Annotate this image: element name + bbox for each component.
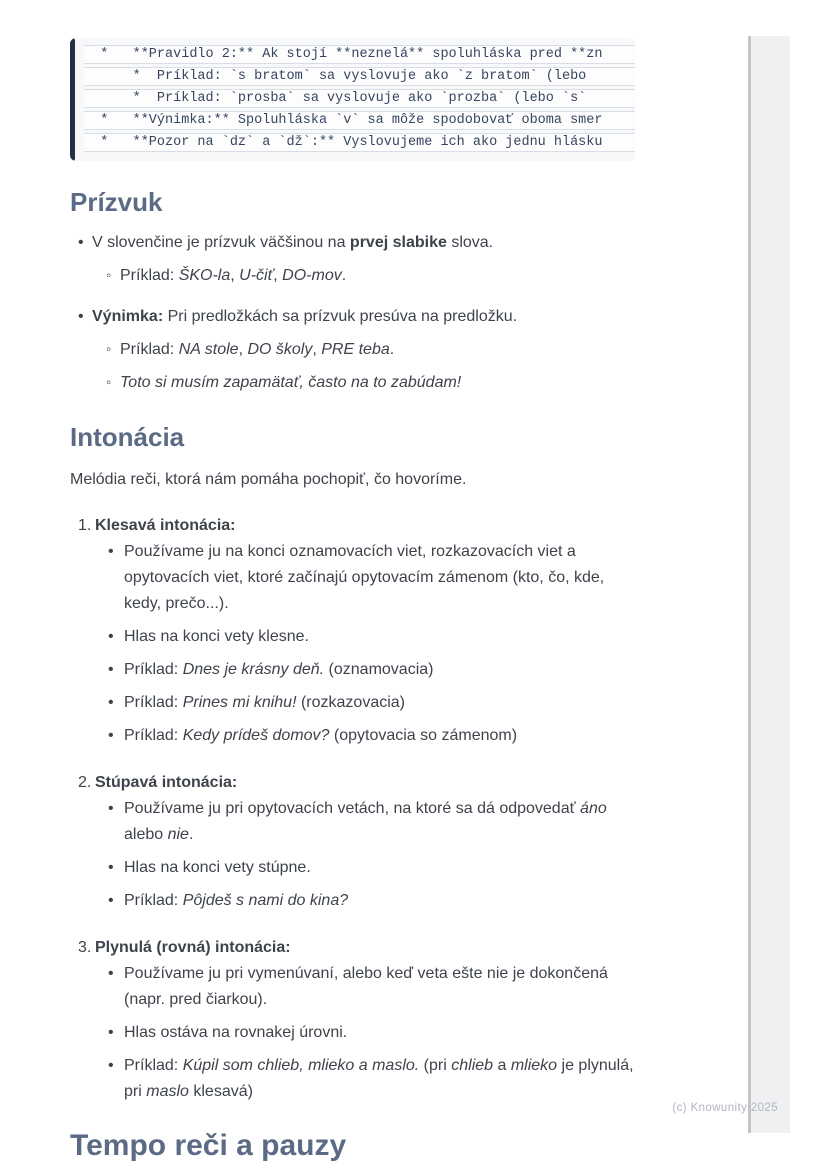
bullet-icon: • <box>108 694 114 711</box>
numbered-item-body <box>95 513 643 756</box>
code-line: * Príklad: `prosba` sa vyslovuje ako `prozba` (lebo `s` <box>84 89 635 108</box>
nested-bullet-item <box>95 690 643 716</box>
numbered-item-body <box>95 770 643 921</box>
text-run: Kedy prídeš domov? <box>182 727 330 744</box>
numbered-item-title: Plynulá (rovná) intonácia: <box>95 939 291 956</box>
numbered-item-body <box>95 935 643 1112</box>
circle-bullet-icon: ◦ <box>106 341 112 358</box>
text-run: Pri predložkách sa prízvuk presúva na predložku. <box>163 308 518 325</box>
code-line: * Príklad: `s bratom` sa vyslovuje ako `z bratom` (lebo <box>84 67 635 86</box>
bullet-icon: • <box>108 543 114 560</box>
nested-bullet-item <box>95 855 643 881</box>
intonacia-intro: Melódia reči, ktorá nám pomáha pochopiť, čo hovoríme. <box>70 471 467 488</box>
text-run: a <box>493 1057 511 1074</box>
code-block-left-bar <box>70 38 75 161</box>
text-run: (opytovacia so zámenom) <box>329 727 518 744</box>
text-run: Používame ju na konci oznamovacích viet, rozkazovacích viet a opytovacích viet, ktoré začínajú opytovacím zámenom (kto, čo, kde, kedy, prečo...). <box>124 543 605 612</box>
text-run: prvej slabike <box>349 234 447 251</box>
text-run: áno <box>580 800 607 817</box>
bullet-icon: • <box>108 892 114 909</box>
numbered-item-title: Stúpavá intonácia: <box>95 774 238 791</box>
nested-bullet-text <box>124 855 643 881</box>
bullet-icon: • <box>108 965 114 982</box>
section-heading-prizvuk: Prízvuk <box>70 187 163 217</box>
code-line: * **Výnimka:** Spoluhláska `v` sa môže spodobovať oboma smer <box>84 111 635 130</box>
bullet-icon: • <box>108 800 114 817</box>
nested-bullet-item <box>95 1020 643 1046</box>
nested-bullet-text <box>124 1020 643 1046</box>
text-run: DO školy <box>247 341 313 358</box>
text-run: nie <box>167 826 189 843</box>
text-run: , <box>312 341 322 358</box>
bullet-icon: • <box>78 308 84 325</box>
text-run: (rozkazovacia) <box>296 694 405 711</box>
list-item <box>70 230 643 256</box>
intonacia-numbered-list <box>70 513 643 1112</box>
text-run: Používame ju pri vymenúvaní, alebo keď veta ešte nie je dokončená (napr. pred čiarkou). <box>124 965 608 1008</box>
nested-bullet-text <box>124 723 643 749</box>
list-item-text <box>92 304 643 330</box>
sub-list-item-text <box>120 370 643 396</box>
bullet-icon: • <box>108 1024 114 1041</box>
prizvuk-list <box>70 230 643 396</box>
text-run: Hlas na konci vety stúpne. <box>124 859 311 876</box>
text-run: klesavá) <box>188 1083 253 1100</box>
sub-list-item <box>92 337 643 363</box>
text-run: maslo <box>146 1083 189 1100</box>
numbered-item <box>70 513 643 756</box>
nested-bullet-item <box>95 888 643 914</box>
bullet-icon: • <box>108 859 114 876</box>
sub-list-item <box>92 370 643 396</box>
text-run: Príklad: <box>124 661 183 678</box>
list-item <box>70 304 643 330</box>
text-run: Príklad: <box>124 694 183 711</box>
bullet-icon: • <box>108 727 114 744</box>
text-run: , <box>238 341 248 358</box>
text-run: . <box>389 341 395 358</box>
nested-bullet-item <box>95 539 643 617</box>
section-heading-tempo: Tempo reči a pauzy <box>70 1129 347 1162</box>
text-run: . <box>188 826 194 843</box>
nested-bullet-item <box>95 796 643 848</box>
text-run: Príklad: <box>120 267 179 284</box>
text-run: (pri <box>419 1057 452 1074</box>
nested-bullet-text <box>124 539 643 617</box>
nested-bullet-item <box>95 723 643 749</box>
text-run: (oznamovacia) <box>324 661 434 678</box>
numbered-item-title: Klesavá intonácia: <box>95 517 236 534</box>
text-run: Prines mi knihu! <box>182 694 297 711</box>
item-number: 1. <box>78 517 92 534</box>
text-run: NA stole <box>178 341 239 358</box>
code-lines <box>84 45 635 152</box>
text-run: Príklad: <box>120 341 179 358</box>
sub-list-item-text <box>120 263 643 289</box>
list-item-text <box>92 230 643 256</box>
text-run: Toto si musím zapamätať, často na to zabúdam! <box>120 374 462 391</box>
section-heading-intonacia: Intonácia <box>70 422 185 452</box>
item-number: 3. <box>78 939 92 956</box>
numbered-item <box>70 935 643 1112</box>
code-line: * **Pravidlo 2:** Ak stojí **neznelá** spoluhláska pred **zn <box>84 45 635 64</box>
text-run: Dnes je krásny deň. <box>182 661 325 678</box>
text-run: U-čiť <box>239 267 274 284</box>
nested-bullet-text <box>124 796 643 848</box>
nested-bullet-text <box>124 1053 643 1105</box>
text-run: mlieko <box>510 1057 558 1074</box>
text-run: V slovenčine je prízvuk väčšinou na <box>92 234 350 251</box>
text-run: Príklad: <box>124 892 183 909</box>
text-run: DO-mov <box>282 267 342 284</box>
text-run: . <box>341 267 347 284</box>
sub-list-item <box>92 263 643 289</box>
text-run: Hlas na konci vety klesne. <box>124 628 309 645</box>
code-line: * **Pozor na `dz` a `dž`:** Vyslovujeme ich ako jednu hlásku <box>84 133 635 152</box>
sub-list-item-text <box>120 337 643 363</box>
text-run: Príklad: <box>124 1057 183 1074</box>
nested-bullet-text <box>124 961 643 1013</box>
text-run: chlieb <box>451 1057 494 1074</box>
list-item-group <box>70 230 643 289</box>
markdown-code-block <box>70 38 635 161</box>
nested-bullet-text <box>124 624 643 650</box>
bullet-icon: • <box>78 234 84 251</box>
nested-bullet-text <box>124 888 643 914</box>
circle-bullet-icon: ◦ <box>106 374 112 391</box>
list-item-group <box>70 304 643 396</box>
text-run: slova. <box>446 234 494 251</box>
text-run: , <box>273 267 283 284</box>
text-run: alebo <box>124 826 168 843</box>
text-run: PRE teba <box>321 341 390 358</box>
text-run: , <box>230 267 240 284</box>
sublist <box>92 337 643 396</box>
item-number: 2. <box>78 774 92 791</box>
circle-bullet-icon: ◦ <box>106 267 112 284</box>
text-run: Používame ju pri opytovacích vetách, na ktoré sa dá odpovedať <box>124 800 581 817</box>
text-run: je plynulá, pri <box>124 1057 634 1100</box>
text-run: Kúpil som chlieb, mlieko a maslo. <box>182 1057 420 1074</box>
nested-bullet-item <box>95 1053 643 1105</box>
numbered-item <box>70 770 643 921</box>
bullet-icon: • <box>108 628 114 645</box>
next-page-edge-strip[interactable] <box>748 36 790 1133</box>
nested-bullet-item <box>95 624 643 650</box>
sublist <box>92 263 643 289</box>
nested-bullet-text <box>124 690 643 716</box>
text-run: Hlas ostáva na rovnakej úrovni. <box>124 1024 348 1041</box>
nested-bullet-item <box>95 657 643 683</box>
watermark: (c) Knowunity 2025 <box>672 1102 778 1114</box>
text-run: Pôjdeš s nami do kina? <box>182 892 349 909</box>
text-run: Výnimka: <box>92 308 164 325</box>
nested-bullet-item <box>95 961 643 1013</box>
text-run: ŠKO-la <box>178 267 231 284</box>
nested-bullet-text <box>124 657 643 683</box>
bullet-icon: • <box>108 1057 114 1074</box>
bullet-icon: • <box>108 661 114 678</box>
text-run: Príklad: <box>124 727 183 744</box>
